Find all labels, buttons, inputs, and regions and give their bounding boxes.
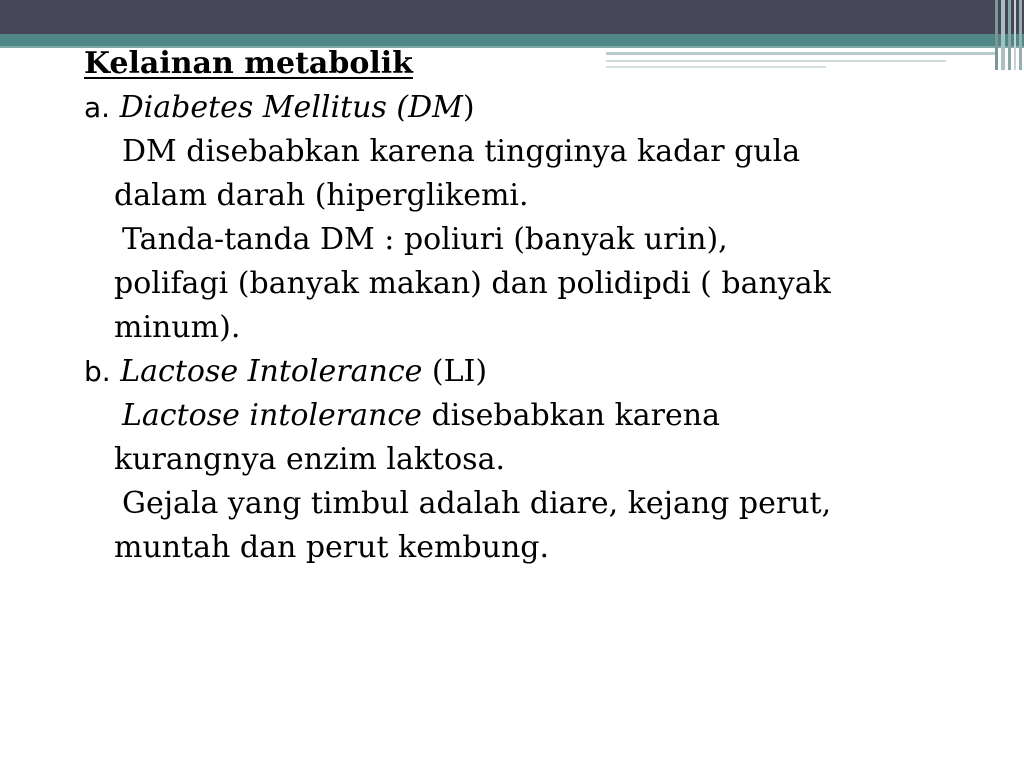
- header-band: [0, 0, 1024, 34]
- section-a-paragraph-1: [84, 130, 984, 218]
- slide-content: [84, 42, 984, 570]
- paragraph-line: dalam darah (hiperglikemi.: [114, 178, 529, 213]
- section-b-name: Lactose Intolerance: [120, 354, 423, 389]
- section-a-label: a.: [84, 91, 111, 124]
- decorative-bar: [995, 0, 998, 70]
- paragraph-line: muntah dan perut kembung.: [114, 530, 550, 565]
- paragraph-line: Tanda-tanda DM : poliuri (banyak urin),: [122, 222, 728, 257]
- section-b-paragraph-2: [84, 482, 984, 570]
- paragraph-line: kurangnya enzim laktosa.: [114, 442, 505, 477]
- paragraph-italic-term: Lactose intolerance: [122, 398, 422, 433]
- paragraph-line: polifagi (banyak makan) dan polidipdi ( banyak: [114, 266, 831, 301]
- section-a-name: Diabetes Mellitus (DM: [119, 90, 463, 125]
- paragraph-text: disebabkan karena: [421, 398, 720, 433]
- paragraph-line: Gejala yang timbul adalah diare, kejang perut,: [122, 486, 832, 521]
- section-b-label: b.: [84, 355, 111, 388]
- paragraph-line: [114, 394, 984, 438]
- paragraph-line: DM disebabkan karena tingginya kadar gula: [122, 134, 801, 169]
- section-a-close: ): [462, 90, 475, 125]
- decorative-bar: [1014, 0, 1016, 70]
- section-b-paragraph-1: [84, 394, 984, 482]
- section-a-paragraph-2: [84, 218, 984, 350]
- decorative-bar: [1001, 0, 1005, 70]
- decorative-bar: [1019, 0, 1022, 70]
- section-b-heading: [84, 350, 984, 394]
- paragraph-line: minum).: [114, 310, 241, 345]
- section-b-suffix: (LI): [422, 354, 488, 389]
- section-a-heading: [84, 86, 984, 130]
- decorative-bar: [1008, 0, 1011, 70]
- slide-title: Kelainan metabolik: [84, 46, 413, 81]
